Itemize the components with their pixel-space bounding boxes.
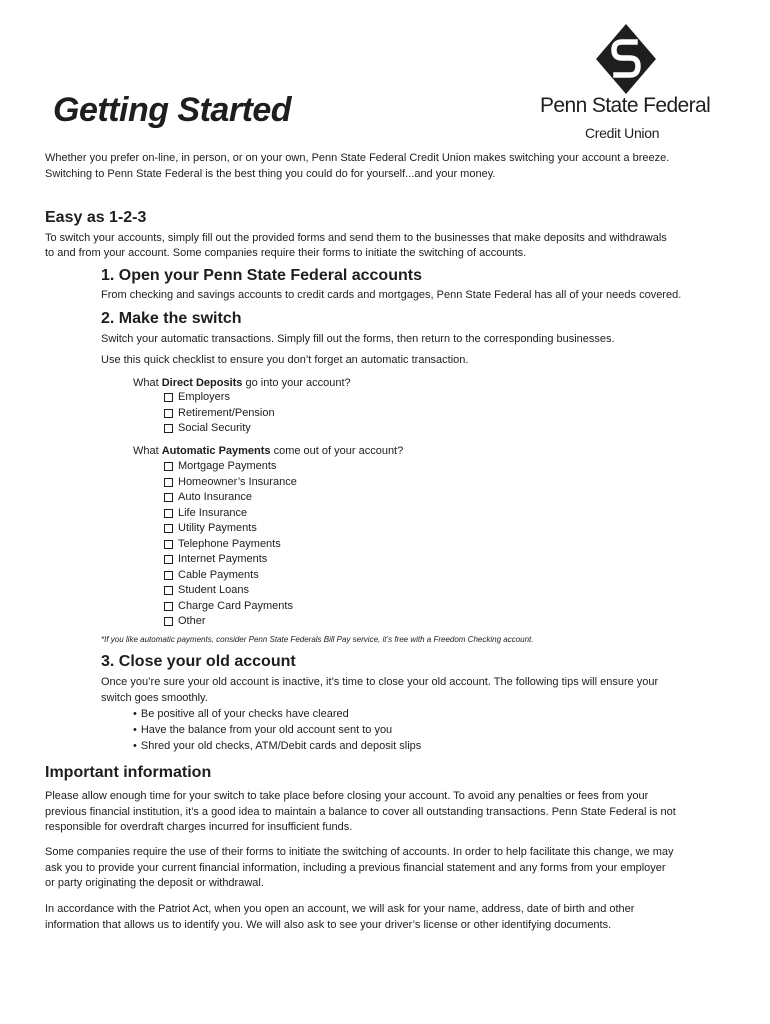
important-p2-line-2: ask you to provide your current financial information, including a previous financial statement and any forms from your employer bbox=[45, 862, 666, 874]
checklist-item[interactable]: Auto Insurance bbox=[164, 490, 297, 506]
important-p2-line-3: or party originating the deposit or withdrawal. bbox=[45, 877, 264, 889]
important-p1-line-2: previous financial institution, it’s a good idea to maintain a balance to cover all outstanding transactions. Penn State Federal is not bbox=[45, 806, 676, 818]
checkbox-icon[interactable] bbox=[164, 571, 173, 580]
checklist-item[interactable]: Telephone Payments bbox=[164, 537, 297, 553]
step-1-heading: 1. Open your Penn State Federal accounts bbox=[101, 267, 422, 284]
important-p2-line-1: Some companies require the use of their forms to initiate the switching of accounts. In order to help facilitate this change, we may bbox=[45, 846, 674, 858]
section-heading-easy: Easy as 1-2-3 bbox=[45, 209, 147, 226]
important-p3-line-2: information that allows us to identify you. We will also ask to see your driver’s license or other identifying documents. bbox=[45, 919, 612, 931]
checkbox-icon[interactable] bbox=[164, 462, 173, 471]
important-p3-line-1: In accordance with the Patriot Act, when you open an account, we will ask for your name, address, date of birth and other bbox=[45, 903, 635, 915]
logo-subtitle: Credit Union bbox=[585, 125, 660, 141]
easy-line-1: To switch your accounts, simply fill out the provided forms and send them to the businesses that make deposits and withdrawals bbox=[45, 232, 667, 244]
important-p1-line-3: responsible for overdraft charges incurred for insufficient funds. bbox=[45, 821, 353, 833]
checklist-item[interactable]: Internet Payments bbox=[164, 552, 297, 568]
automatic-payments-checklist bbox=[164, 459, 297, 630]
checklist-item[interactable]: Homeowner’s Insurance bbox=[164, 475, 297, 491]
checklist-item[interactable]: Life Insurance bbox=[164, 506, 297, 522]
list-item: • Shred your old checks, ATM/Debit cards and deposit slips bbox=[133, 738, 421, 754]
checkbox-icon[interactable] bbox=[164, 424, 173, 433]
step-2-text-1: Switch your automatic transactions. Simply fill out the forms, then return to the corresponding businesses. bbox=[101, 333, 615, 345]
step-2-heading: 2. Make the switch bbox=[101, 310, 242, 327]
checklist-item[interactable]: Retirement/Pension bbox=[164, 406, 275, 422]
logo-name: Penn State Federal bbox=[540, 94, 711, 117]
checklist-item[interactable]: Cable Payments bbox=[164, 568, 297, 584]
checklist-item[interactable]: Mortgage Payments bbox=[164, 459, 297, 475]
bill-pay-footnote: *If you like automatic payments, consider Penn State Federals Bill Pay service, it’s free with a Freedom Checking account. bbox=[101, 635, 534, 644]
checkbox-icon[interactable] bbox=[164, 617, 173, 626]
checklist-item[interactable]: Utility Payments bbox=[164, 521, 297, 537]
checkbox-icon[interactable] bbox=[164, 540, 173, 549]
intro-line-1: Whether you prefer on-line, in person, or on your own, Penn State Federal Credit Union makes switching your account a breeze. bbox=[45, 152, 670, 164]
step-3-line-1: Once you’re sure your old account is inactive, it’s time to close your old account. The following tips will ensure your bbox=[101, 676, 659, 688]
checklist-item[interactable]: Employers bbox=[164, 390, 275, 406]
list-item: • Be positive all of your checks have cleared bbox=[133, 706, 421, 722]
checklist-item[interactable]: Social Security bbox=[164, 421, 275, 437]
list-item: • Have the balance from your old account sent to you bbox=[133, 722, 421, 738]
checkbox-icon[interactable] bbox=[164, 602, 173, 611]
checklist-item[interactable]: Other bbox=[164, 614, 297, 630]
checkbox-icon[interactable] bbox=[164, 555, 173, 564]
checklist-item[interactable]: Student Loans bbox=[164, 583, 297, 599]
intro-line-2: Switching to Penn State Federal is the best thing you could do for yourself...and your money. bbox=[45, 168, 496, 180]
checkbox-icon[interactable] bbox=[164, 493, 173, 502]
checklist-item[interactable]: Charge Card Payments bbox=[164, 599, 297, 615]
direct-deposits-checklist bbox=[164, 390, 275, 437]
checkbox-icon[interactable] bbox=[164, 524, 173, 533]
easy-line-2: to and from your account. Some companies require their forms to initiate the switching of accounts. bbox=[45, 247, 527, 259]
important-p1-line-1: Please allow enough time for your switch to take place before closing your account. To avoid any penalties or fees from your bbox=[45, 790, 649, 802]
checkbox-icon[interactable] bbox=[164, 478, 173, 487]
close-account-tips bbox=[133, 706, 421, 754]
step-3-heading: 3. Close your old account bbox=[101, 653, 296, 670]
checkbox-icon[interactable] bbox=[164, 409, 173, 418]
checkbox-icon[interactable] bbox=[164, 509, 173, 518]
checkbox-icon[interactable] bbox=[164, 393, 173, 402]
penn-state-logo-icon bbox=[594, 22, 658, 96]
step-3-line-2: switch goes smoothly. bbox=[101, 692, 208, 704]
automatic-payments-question: What Automatic Payments come out of your account? bbox=[133, 445, 404, 457]
step-2-text-2: Use this quick checklist to ensure you don’t forget an automatic transaction. bbox=[101, 354, 469, 366]
checkbox-icon[interactable] bbox=[164, 586, 173, 595]
step-1-text: From checking and savings accounts to credit cards and mortgages, Penn State Federal has all of your needs covered. bbox=[101, 289, 682, 301]
direct-deposits-question: What Direct Deposits go into your account? bbox=[133, 377, 351, 389]
section-heading-important: Important information bbox=[45, 764, 212, 781]
page-title: Getting Started bbox=[53, 91, 292, 129]
